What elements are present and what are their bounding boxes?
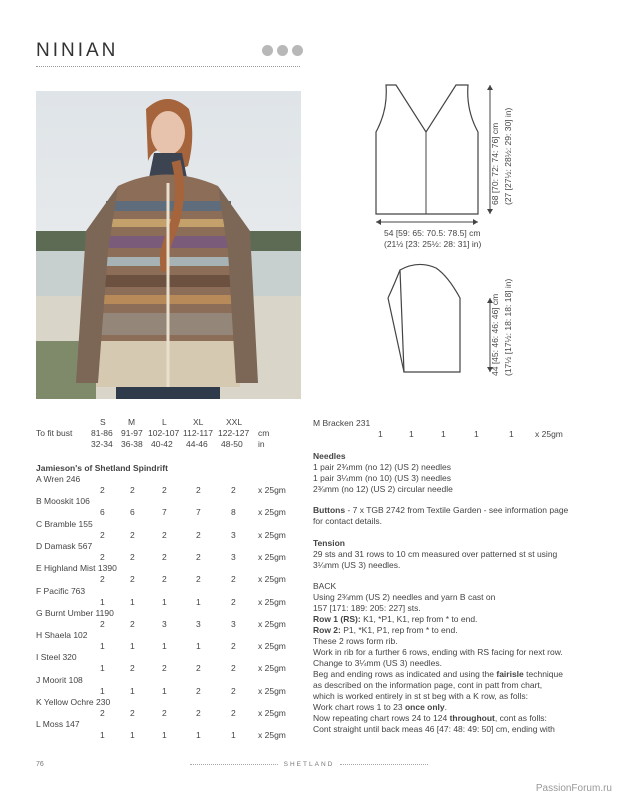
- back-line: technique: [523, 669, 563, 679]
- buttons-label: Buttons: [313, 505, 346, 515]
- back-line: Change to 3¼mm (US 3) needles.: [313, 658, 442, 668]
- yarn-quantity: 1: [196, 596, 201, 607]
- sleeve-cm: 44 [45: 46: 46: 46] cm: [490, 293, 500, 376]
- yarn-quantity: 2: [130, 574, 135, 585]
- yarn-m-value: 1: [441, 429, 446, 439]
- back-section: [313, 581, 608, 735]
- yarn-quantity: 7: [196, 507, 201, 518]
- yarn-m-unit: x 25gm: [535, 429, 563, 439]
- once-only-term: once only: [404, 702, 445, 712]
- back-line: 157 [171: 189: 205: 227] sts.: [313, 603, 421, 613]
- yarn-name: J Moorit 108: [36, 674, 83, 685]
- yarn-quantity: 2: [231, 574, 236, 585]
- row1-text: K1, *P1, K1, rep from * to end.: [360, 614, 478, 624]
- in-unit: in: [258, 439, 265, 449]
- buttons-section: [313, 505, 608, 527]
- yarn-unit: x 25gm: [258, 641, 286, 652]
- tension-heading: Tension: [313, 538, 345, 548]
- tension-line: 3¼mm (US 3) needles.: [313, 560, 401, 570]
- yarn-quantity: 2: [162, 529, 167, 540]
- yarn-unit: x 25gm: [258, 507, 286, 518]
- yarn-unit: x 25gm: [258, 730, 286, 741]
- yarn-quantity: 1: [100, 730, 105, 741]
- yarn-quantity: 2: [196, 529, 201, 540]
- buttons-text2: for contact details.: [313, 516, 382, 526]
- yarn-name: I Steel 320: [36, 652, 77, 663]
- sleeve-in: (17½ [17½: 18: 18: 18] in): [503, 278, 513, 376]
- pattern-title: NINIAN: [36, 40, 119, 61]
- yarn-name: K Yellow Ochre 230: [36, 697, 111, 707]
- cm-unit: cm: [258, 428, 270, 438]
- yarn-quantity: 1: [196, 730, 201, 741]
- needles-heading: Needles: [313, 451, 346, 461]
- yarn-quantity: 3: [196, 618, 201, 629]
- yarn-m-value: 1: [474, 429, 479, 439]
- yarn-name: E Highland Mist 1390: [36, 563, 117, 574]
- yarn-quantity: 2: [196, 551, 201, 562]
- level-dot: [292, 45, 303, 56]
- yarn-quantity: 2: [231, 663, 236, 674]
- yarn-quantity: 2: [162, 663, 167, 674]
- yarn-quantity: 1: [162, 641, 167, 652]
- yarn-quantity: 3: [231, 618, 236, 629]
- needles-section: [313, 451, 603, 495]
- yarn-name: B Mooskit 106: [36, 496, 90, 507]
- yarn-quantity: 3: [231, 551, 236, 562]
- yarn-quantity: 2: [130, 618, 135, 629]
- size-header: S: [100, 417, 106, 427]
- yarn-quantity: 2: [130, 663, 135, 674]
- yarn-quantity: 1: [130, 730, 135, 741]
- yarn-quantity: 2: [100, 574, 105, 585]
- back-line: , cont as folls:: [494, 713, 547, 723]
- yarn-unit: x 25gm: [258, 574, 286, 585]
- yarn-unit: x 25gm: [258, 663, 286, 674]
- yarn-quantity: 2: [100, 618, 105, 629]
- back-heading: BACK: [313, 581, 337, 591]
- yarn-quantity: 2: [231, 708, 236, 718]
- yarn-m-value: 1: [378, 429, 383, 439]
- yarn-name: C Bramble 155: [36, 518, 93, 529]
- yarn-quantity: 2: [100, 529, 105, 540]
- yarn-name: H Shaela 102: [36, 630, 88, 641]
- page-number: 76: [36, 761, 44, 768]
- body-outline: [376, 85, 478, 214]
- back-line: Cont straight until back meas 46 [47: 48: 49: 50] cm, ending with: [313, 724, 555, 734]
- back-line: Now repeating chart rows 24 to 124: [313, 713, 450, 723]
- yarn-quantity: 1: [130, 641, 135, 652]
- yarn-quantity: 2: [231, 641, 236, 652]
- length-cm: 68 [70: 72: 74: 76] cm: [490, 122, 500, 205]
- yarn-name: F Pacific 763: [36, 585, 86, 596]
- yarn-quantity: 2: [100, 485, 105, 495]
- yarn-quantity: 3: [231, 529, 236, 540]
- yarn-quantity: 1: [100, 685, 105, 696]
- yarn-quantity: 2: [162, 551, 167, 562]
- size-table: [36, 417, 306, 453]
- yarn-quantity: 2: [100, 708, 105, 718]
- tension-line: 29 sts and 31 rows to 10 cm measured over patterned st st using: [313, 549, 558, 559]
- yarn-name: D Damask 567: [36, 540, 93, 551]
- needles-line: 1 pair 2¾mm (no 12) (US 2) needles: [313, 462, 451, 472]
- size-header: L: [162, 417, 167, 427]
- footer-rule: [190, 764, 278, 765]
- yarn-quantity: 2: [231, 596, 236, 607]
- row2-label: Row 2:: [313, 625, 341, 635]
- yarn-quantity: 8: [231, 507, 236, 518]
- back-line: These 2 rows form rib.: [313, 636, 398, 646]
- yarn-m-value: 1: [509, 429, 514, 439]
- yarn-unit: x 25gm: [258, 551, 286, 562]
- size-cm: 91-97: [121, 428, 143, 438]
- yarn-unit: x 25gm: [258, 596, 286, 607]
- yarn-unit: x 25gm: [258, 708, 286, 718]
- yarn-quantity: 2: [100, 551, 105, 562]
- yarn-quantity: 2: [196, 708, 201, 718]
- yarn-quantity: 2: [130, 708, 135, 718]
- back-line: Work chart rows 1 to 23: [313, 702, 405, 712]
- back-line: as described on the information page, cont in patt from chart,: [313, 680, 543, 690]
- page-footer: [190, 761, 428, 768]
- yarn-quantity: 2: [162, 574, 167, 585]
- yarn-quantity: 6: [130, 507, 135, 518]
- needles-line: 1 pair 3¼mm (no 10) (US 3) needles: [313, 473, 451, 483]
- yarn-quantity: 2: [130, 485, 135, 495]
- yarn-quantity: 1: [162, 685, 167, 696]
- yarn-quantity: 3: [162, 618, 167, 629]
- yarn-quantity: 1: [196, 641, 201, 652]
- row2-text: P1, *K1, P1, rep from * to end.: [340, 625, 458, 635]
- back-line: Using 2¾mm (US 2) needles and yarn B cast on: [313, 592, 496, 602]
- yarn-quantity: 7: [162, 507, 167, 518]
- footer-label: SHETLAND: [283, 761, 335, 768]
- size-header: M: [128, 417, 136, 427]
- yarn-name: A Wren 246: [36, 474, 81, 484]
- yarn-name: L Moss 147: [36, 719, 80, 730]
- back-line: Beg and ending rows as indicated and using the: [313, 669, 497, 679]
- size-cm: 122-127: [218, 428, 250, 438]
- yarn-quantity: 2: [196, 685, 201, 696]
- needles-line: 2¾mm (no 12) (US 2) circular needle: [313, 484, 453, 494]
- yarn-quantity: 2: [231, 685, 236, 696]
- yarn-quantity: 1: [100, 596, 105, 607]
- back-line: which is worked entirely in st st beg with a K row, as folls:: [313, 691, 528, 701]
- row1-label: Row 1 (RS):: [313, 614, 361, 624]
- model-photo: [36, 91, 301, 399]
- tension-section: [313, 538, 608, 571]
- size-in: 44-46: [186, 439, 208, 449]
- yarn-quantity: 1: [130, 596, 135, 607]
- yarn-unit: x 25gm: [258, 618, 286, 629]
- fit-label: To fit bust: [36, 428, 73, 438]
- model-photo-illustration: [36, 91, 301, 399]
- yarn-name: G Burnt Umber 1190: [36, 607, 114, 618]
- length-in: (27 [27½: 28½: 29: 30] in): [503, 107, 513, 205]
- size-cm: 102-107: [148, 428, 180, 438]
- throughout-term: throughout: [449, 713, 495, 723]
- yarn-quantity: 1: [100, 641, 105, 652]
- yarn-quantity: 2: [196, 663, 201, 674]
- yarn-quantity: 2: [162, 708, 167, 718]
- yarn-unit: x 25gm: [258, 485, 286, 495]
- size-cm: 112-117: [183, 428, 213, 438]
- buttons-text: - 7 x TGB 2742 from Textile Garden - see information page: [345, 505, 569, 515]
- yarn-quantity: 1: [231, 730, 236, 741]
- yarn-quantity: 1: [130, 685, 135, 696]
- title-rule: [36, 66, 300, 67]
- yarn-list: [36, 474, 306, 754]
- level-dots: [262, 45, 303, 56]
- size-in: 32-34: [91, 439, 113, 449]
- width-in: (21½ [23: 25½: 28: 31] in): [384, 239, 482, 249]
- fairisle-term: fairisle: [496, 669, 524, 679]
- back-line: Work in rib for a further 6 rows, ending with RS facing for next row.: [313, 647, 563, 657]
- size-in: 36-38: [121, 439, 143, 449]
- yarn-quantity: 2: [231, 485, 236, 495]
- yarn-m-value: 1: [409, 429, 414, 439]
- yarn-unit: x 25gm: [258, 529, 286, 540]
- yarn-quantity: 6: [100, 507, 105, 518]
- yarn-quantity: 2: [196, 574, 201, 585]
- back-line: .: [444, 702, 448, 712]
- yarn-m-name: M Bracken 231: [313, 418, 371, 428]
- size-in: 40-42: [151, 439, 173, 449]
- size-header: XXL: [226, 417, 243, 427]
- level-dot: [277, 45, 288, 56]
- footer-rule: [340, 764, 428, 765]
- yarn-quantity: 2: [196, 485, 201, 495]
- yarn-quantity: 2: [162, 485, 167, 495]
- level-dot: [262, 45, 273, 56]
- yarn-quantity: 1: [162, 596, 167, 607]
- yarn-m-values: [313, 429, 573, 441]
- yarn-quantity: 1: [162, 730, 167, 741]
- yarn-quantity: 2: [130, 551, 135, 562]
- watermark: PassionForum.ru: [535, 783, 612, 794]
- yarn-quantity: 2: [130, 529, 135, 540]
- size-cm: 81-86: [91, 428, 113, 438]
- width-cm: 54 [59: 65: 70.5: 78.5] cm: [384, 228, 481, 238]
- yarn-heading: Jamieson's of Shetland Spindrift: [36, 463, 168, 473]
- yarn-quantity: 1: [100, 663, 105, 674]
- yarn-unit: x 25gm: [258, 685, 286, 696]
- size-header: XL: [193, 417, 204, 427]
- size-in: 48-50: [221, 439, 243, 449]
